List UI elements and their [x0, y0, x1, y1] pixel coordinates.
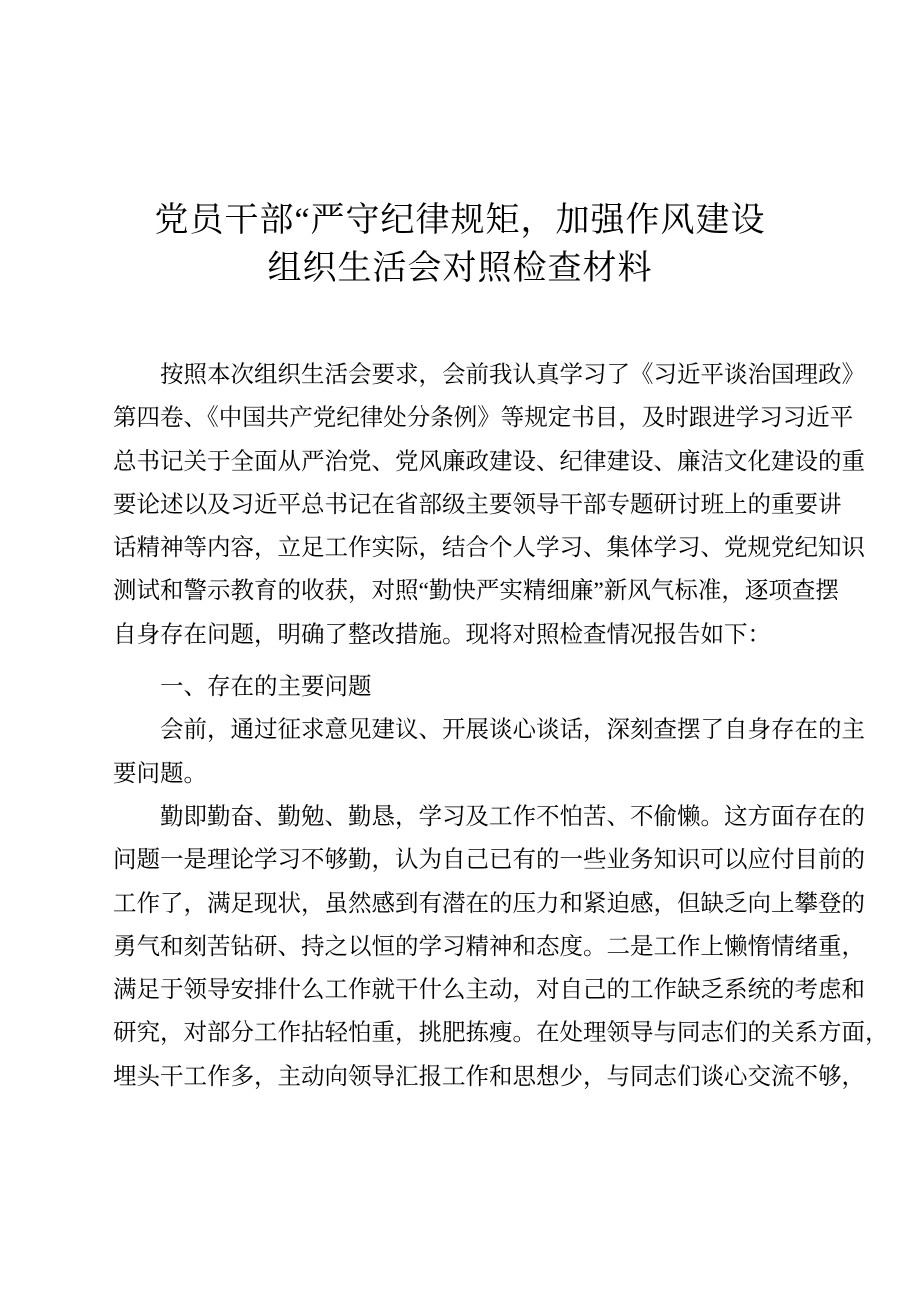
text-line: 勤即勤奋、勤勉、勤恳，学习及工作不怕苦、不偷懒。这方面存在的: [160, 803, 865, 830]
text-line: 一、存在的主要问题: [160, 674, 372, 701]
title-line-2: 组织生活会对照检查材料: [267, 250, 653, 287]
text-line: 要问题。: [113, 760, 207, 787]
text-line: 研究，对部分工作拈轻怕重，挑肥拣瘦。在处理领导与同志们的关系方面，: [113, 1020, 889, 1047]
paragraph: [113, 354, 865, 657]
text-line: 满足于领导安排什么工作就干什么主动，对自己的工作缺乏系统的考虑和: [113, 977, 865, 1004]
text-line: 自身存在问题，明确了整改措施。现将对照检查情况报告如下：: [113, 621, 771, 648]
text-line: 工作了，满足现状，虽然感到有潜在的压力和紧迫感，但缺乏向上攀登的: [113, 890, 865, 917]
paragraph: [113, 709, 865, 796]
title-line-1: 党员干部“严守纪律规矩，加强作风建设: [154, 202, 766, 239]
text-line: 埋头干工作多，主动向领导汇报工作和思想少，与同志们谈心交流不够，: [113, 1063, 865, 1090]
text-line: 问题一是理论学习不够勤，认为自己已有的一些业务知识可以应付目前的: [113, 847, 865, 874]
text-line: 总书记关于全面从严治党、党风廉政建设、纪律建设、廉洁文化建设的重: [113, 448, 865, 475]
text-line: 勇气和刻苦钻研、持之以恒的学习精神和态度。二是工作上懒惰情绪重，: [113, 933, 865, 960]
paragraph: [113, 796, 889, 1099]
text-line: 会前，通过征求意见建议、开展谈心谈话，深刻查摆了自身存在的主: [160, 717, 865, 744]
text-line: 第四卷、《中国共产党纪律处分条例》等规定书目，及时跟进学习习近平: [113, 405, 854, 432]
text-line: 要论述以及习近平总书记在省部级主要领导干部专题研讨班上的重要讲: [113, 491, 842, 518]
text-line: 话精神等内容，立足工作实际，结合个人学习、集体学习、党规党纪知识: [113, 535, 865, 562]
text-line: 测试和警示教育的收获，对照“勤快严实精细廉”新风气标准，逐项查摆: [113, 578, 839, 605]
section-heading: [113, 666, 843, 709]
document-title: [0, 0, 920, 293]
document-content: [113, 354, 889, 1099]
text-line: 按照本次组织生活会要求，会前我认真学习了《习近平谈治国理政》: [160, 362, 865, 388]
